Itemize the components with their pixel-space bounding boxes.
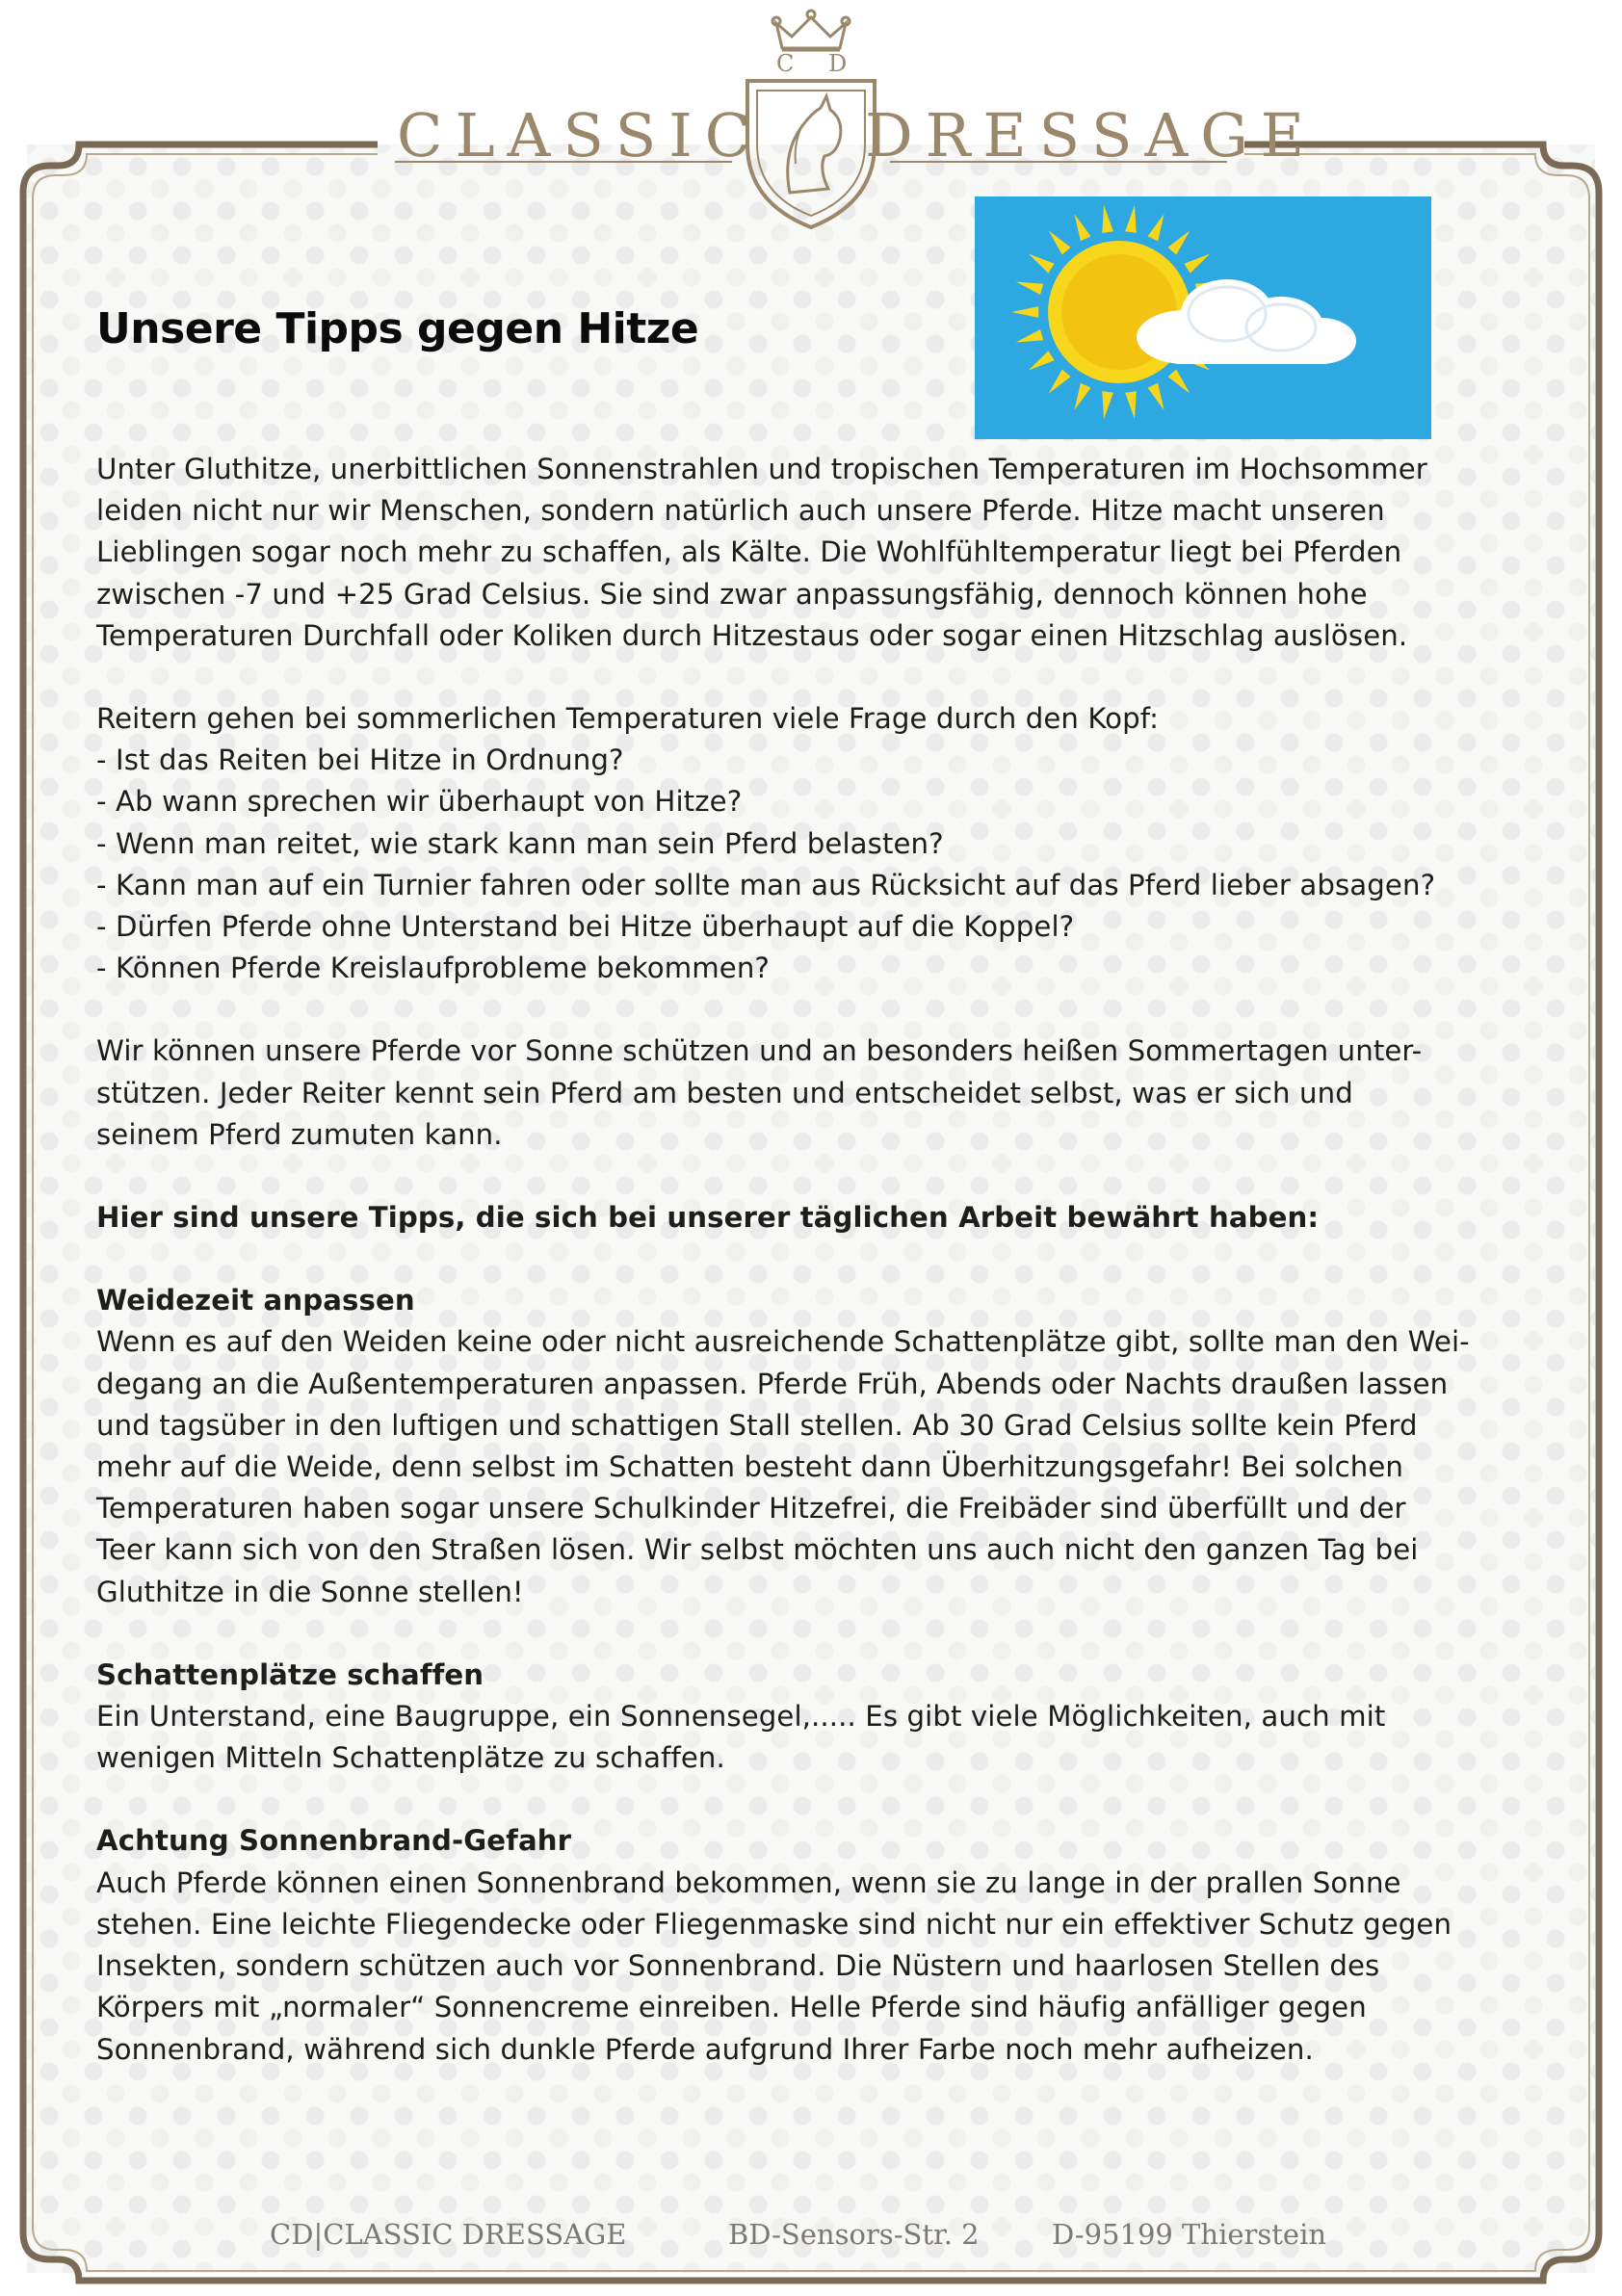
question-item: - Dürfen Pferde ohne Unterstand bei Hitze überhaupt auf die Koppel?	[96, 910, 1075, 944]
text-line: Sonnenbrand, während sich dunkle Pferde aufgrund Ihrer Farbe noch mehr aufheizen.	[96, 2032, 1314, 2066]
footer-street: BD-Sensors-Str. 2	[728, 2218, 980, 2251]
page-title: Unsere Tipps gegen Hitze	[96, 304, 699, 353]
text-line: Insekten, sondern schützen auch vor Sonnenbrand. Die Nüstern und haarlosen Stellen des	[96, 1949, 1380, 1983]
text-line: mehr auf die Weide, denn selbst im Schatten besteht dann Überhitzungsgefahr! Bei solchen	[96, 1450, 1404, 1484]
section-sonnenbrand	[96, 1820, 1541, 2070]
text-line: Auch Pferde können einen Sonnenbrand bekommen, wenn sie zu lange in der prallen Sonne	[96, 1866, 1401, 1899]
text-line: Lieblingen sogar noch mehr zu schaffen, als Kälte. Die Wohlfühltemperatur liegt bei Pferden	[96, 535, 1402, 569]
intro-paragraph	[96, 449, 1541, 657]
section-weidezeit	[96, 1280, 1541, 1613]
text-line: zwischen -7 und +25 Grad Celsius. Sie sind zwar anpassungsfähig, dennoch können hohe	[96, 577, 1368, 611]
brand-dressage: DRESSAGE	[865, 100, 1318, 170]
sun-behind-clouds-icon	[975, 196, 1431, 439]
text-line: Körpers mit „normaler“ Sonnencreme einreiben. Helle Pferde sind häufig anfälliger gegen	[96, 1991, 1367, 2024]
brand-classic: CLASSIC	[397, 100, 764, 170]
monogram-left: C	[776, 50, 795, 77]
protect-paragraph	[96, 1031, 1541, 1156]
text-line: Gluthitze in die Sonne stellen!	[96, 1575, 524, 1608]
text-line: stehen. Eine leichte Fliegendecke oder Fliegenmaske sind nicht nur ein effektiver Schutz gegen	[96, 1907, 1452, 1941]
questions-block	[96, 698, 1541, 989]
article-body	[96, 449, 1541, 2071]
section-heading: Achtung Sonnenbrand-Gefahr	[96, 1824, 572, 1858]
questions-lead: Reitern gehen bei sommerlichen Temperaturen viele Frage durch den Kopf:	[96, 702, 1160, 736]
section-schatten	[96, 1655, 1541, 1780]
text-line: Wenn es auf den Weiden keine oder nicht ausreichende Schattenplätze gibt, sollte man den Wei-	[96, 1325, 1470, 1359]
text-line: Temperaturen haben sogar unsere Schulkinder Hitzefrei, die Freibäder sind überfüllt und der	[96, 1492, 1406, 1526]
text-line: leiden nicht nur wir Menschen, sondern natürlich auch unsere Pferde. Hitze macht unseren	[96, 494, 1385, 528]
text-line: Wir können unsere Pferde vor Sonne schützen und an besonders heißen Sommertagen unter-	[96, 1034, 1423, 1068]
text-line: Unter Gluthitze, unerbittlichen Sonnenstrahlen und tropischen Temperaturen im Hochsommer	[96, 453, 1427, 485]
text-line: Teer kann sich von den Straßen lösen. Wir selbst möchten uns auch nicht den ganzen Tag bei	[96, 1533, 1419, 1567]
footer-company: CD|CLASSIC DRESSAGE	[270, 2218, 627, 2251]
question-item: - Kann man auf ein Turnier fahren oder sollte man aus Rücksicht auf das Pferd lieber absagen?	[96, 868, 1436, 901]
text-line: degang an die Außentemperaturen anpassen. Pferde Früh, Abends oder Nachts draußen lassen	[96, 1367, 1449, 1400]
section-heading: Schattenplätze schaffen	[96, 1657, 484, 1691]
text-line: und tagsüber in den luftigen und schattigen Stall stellen. Ab 30 Grad Celsius sollte kein Pferd	[96, 1408, 1418, 1442]
question-item: - Ab wann sprechen wir überhaupt von Hitze?	[96, 785, 743, 819]
question-item: - Können Pferde Kreislaufprobleme bekommen?	[96, 952, 771, 985]
footer-city: D-95199 Thierstein	[1052, 2218, 1327, 2251]
question-item: - Wenn man reitet, wie stark kann man sein Pferd belasten?	[96, 826, 944, 860]
text-line: wenigen Mitteln Schattenplätze zu schaffen.	[96, 1741, 725, 1775]
text-line: Ein Unterstand, eine Baugruppe, ein Sonnensegel,..... Es gibt viele Möglichkeiten, auch mit	[96, 1700, 1386, 1734]
text-line: Temperaturen Durchfall oder Koliken durch Hitzestaus oder sogar einen Hitzschlag auslösen.	[96, 618, 1408, 652]
text-line: stützen. Jeder Reiter kennt sein Pferd am besten und entscheidet selbst, was er sich und	[96, 1076, 1353, 1109]
section-heading: Weidezeit anpassen	[96, 1284, 415, 1318]
text-line: seinem Pferd zumuten kann.	[96, 1117, 503, 1151]
monogram-right: D	[828, 50, 848, 77]
question-item: - Ist das Reiten bei Hitze in Ordnung?	[96, 744, 624, 777]
tips-heading: Hier sind unsere Tipps, die sich bei unserer täglichen Arbeit bewährt haben:	[96, 1201, 1320, 1235]
